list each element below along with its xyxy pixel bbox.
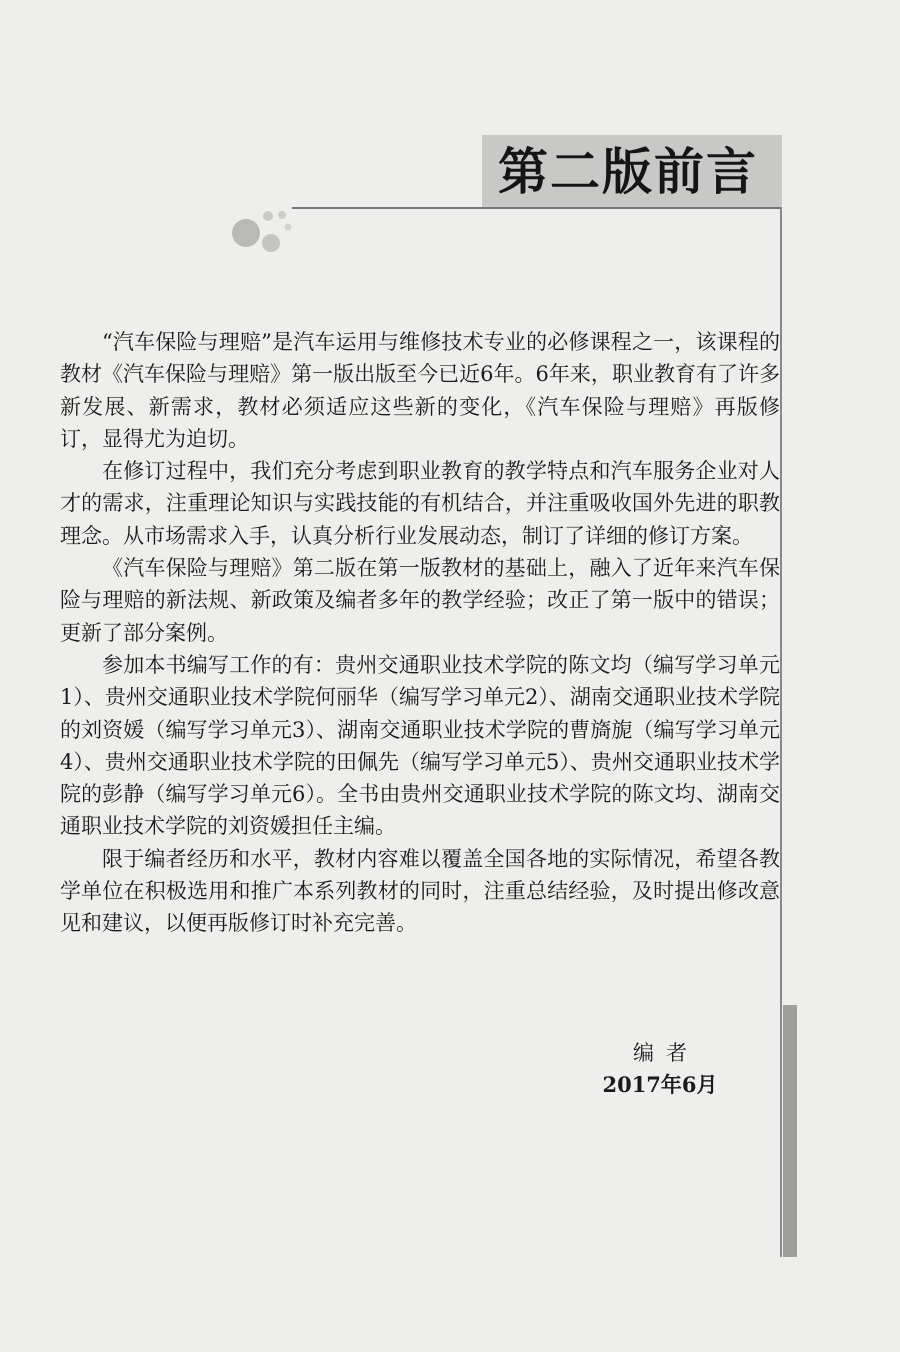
paragraph-4: 参加本书编写工作的有：贵州交通职业技术学院的陈文均（编写学习单元1）、贵州交通职业技术学院何丽华（编写学习单元2）、湖南交通职业技术学院的刘资媛（编写学习单元3）、湖南交通职业技术学院的曹旖旎（编写学习单元4）、贵州交通职业技术学院的田佩先（编写学习单元5）、贵州交通职业技术学院的彭静（编写学习单元6）。全书由贵州交通职业技术学院的陈文均、湖南交通职业技术学院的刘资媛担任主编。 — [60, 652, 780, 839]
dot-tiny — [278, 211, 286, 219]
preface-body — [60, 326, 780, 940]
signature-author: 编者 — [633, 1041, 699, 1065]
side-bar — [783, 1005, 797, 1257]
signature-block — [600, 1037, 720, 1101]
paragraph-2: 在修订过程中，我们充分考虑到职业教育的教学特点和汽车服务企业对人才的需求，注重理论知识与实践技能的有机结合，并注重吸收国外先进的职教理念。从市场需求入手，认真分析行业发展动态，制订了详细的修订方案。 — [60, 459, 780, 548]
dot-large — [232, 219, 260, 247]
dot-mini — [285, 224, 292, 231]
paragraph-3: 《汽车保险与理赔》第二版在第一版教材的基础上，融入了近年来汽车保险与理赔的新法规、新政策及编者多年的教学经验；改正了第一版中的错误；更新了部分案例。 — [60, 556, 780, 645]
dot-small — [263, 211, 273, 221]
right-rule — [780, 207, 782, 1257]
decorative-dots-icon — [226, 200, 316, 260]
signature-date: 2017年6月 — [602, 1072, 718, 1097]
header-rule — [292, 207, 781, 209]
page-title: 第二版前言 — [498, 143, 758, 201]
dot-medium — [262, 234, 280, 252]
paragraph-1: “汽车保险与理赔”是汽车运用与维修技术专业的必修课程之一，该课程的教材《汽车保险与理赔》第一版出版至今已近6年。6年来，职业教育有了许多新发展、新需求，教材必须适应这些新的变化，《汽车保险与理赔》再版修订，显得尤为迫切。 — [60, 330, 780, 451]
paragraph-5: 限于编者经历和水平，教材内容难以覆盖全国各地的实际情况，希望各教学单位在积极选用和推广本系列教材的同时，注重总结经验，及时提出修改意见和建议，以便再版修订时补充完善。 — [60, 846, 780, 936]
